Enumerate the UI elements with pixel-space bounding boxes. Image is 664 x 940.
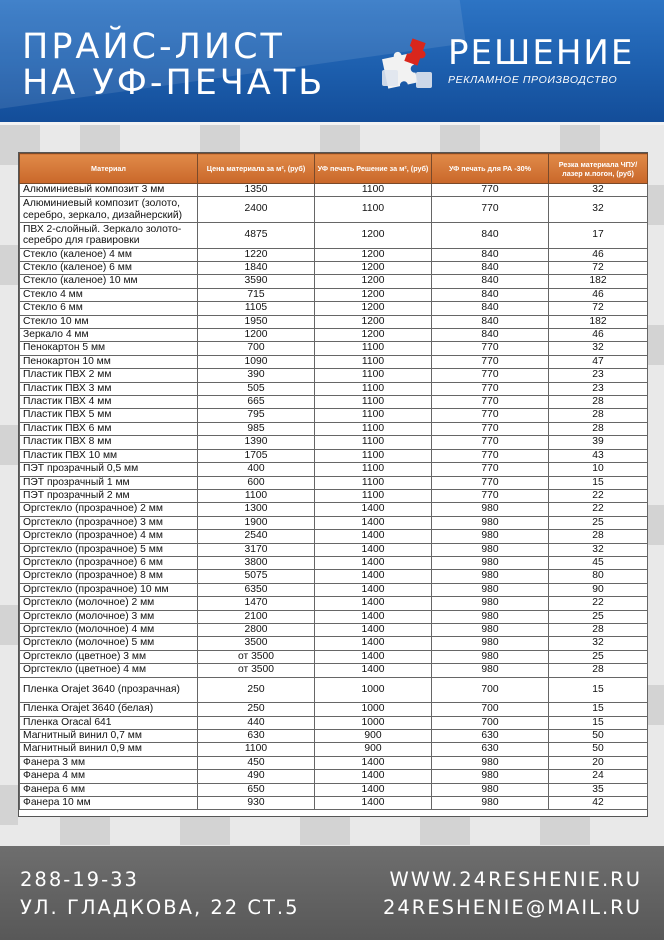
value-cell: 1200 <box>315 302 432 315</box>
material-cell: Стекло (каленое) 4 мм <box>20 248 198 261</box>
table-row <box>20 516 648 529</box>
table-row <box>20 623 648 636</box>
value-cell: 1900 <box>198 516 315 529</box>
table-row <box>20 315 648 328</box>
value-cell: 1100 <box>315 463 432 476</box>
value-cell: 1100 <box>315 436 432 449</box>
value-cell: 2540 <box>198 530 315 543</box>
value-cell: 1100 <box>315 449 432 462</box>
value-cell: 1200 <box>198 329 315 342</box>
value-cell: 1100 <box>198 489 315 502</box>
value-cell: 1400 <box>315 516 432 529</box>
value-cell: 650 <box>198 783 315 796</box>
table-row <box>20 637 648 650</box>
table-row <box>20 396 648 409</box>
material-cell: Оргстекло (прозрачное) 4 мм <box>20 530 198 543</box>
material-cell: Стекло (каленое) 10 мм <box>20 275 198 288</box>
value-cell: 715 <box>198 288 315 301</box>
table-row <box>20 650 648 663</box>
value-cell: 15 <box>549 476 648 489</box>
value-cell: 39 <box>549 436 648 449</box>
value-cell: 630 <box>432 743 549 756</box>
value-cell: 700 <box>432 703 549 716</box>
value-cell: 4875 <box>198 223 315 249</box>
column-header: Цена материала за м², (руб) <box>198 154 315 184</box>
material-cell: Пластик ПВХ 4 мм <box>20 396 198 409</box>
table-row <box>20 743 648 756</box>
table-row <box>20 369 648 382</box>
value-cell: 1950 <box>198 315 315 328</box>
table-row <box>20 664 648 677</box>
table-row <box>20 503 648 516</box>
value-cell: 980 <box>432 556 549 569</box>
value-cell: 1400 <box>315 650 432 663</box>
table-row <box>20 770 648 783</box>
material-cell: ПЭТ прозрачный 1 мм <box>20 476 198 489</box>
column-header: УФ печать для РА -30% <box>432 154 549 184</box>
value-cell: 1400 <box>315 783 432 796</box>
value-cell: 1105 <box>198 302 315 315</box>
material-cell: Оргстекло (прозрачное) 10 мм <box>20 583 198 596</box>
value-cell: 980 <box>432 530 549 543</box>
value-cell: 770 <box>432 342 549 355</box>
value-cell: 665 <box>198 396 315 409</box>
table-row <box>20 797 648 810</box>
value-cell: 23 <box>549 382 648 395</box>
value-cell: 1200 <box>315 248 432 261</box>
table-row <box>20 583 648 596</box>
material-cell: Магнитный винил 0,7 мм <box>20 730 198 743</box>
value-cell: 10 <box>549 463 648 476</box>
value-cell: 46 <box>549 329 648 342</box>
value-cell: 980 <box>432 770 549 783</box>
value-cell: 1220 <box>198 248 315 261</box>
material-cell: Магнитный винил 0,9 мм <box>20 743 198 756</box>
value-cell: 1100 <box>315 382 432 395</box>
value-cell: 700 <box>432 716 549 729</box>
value-cell: 28 <box>549 664 648 677</box>
value-cell: 1100 <box>315 422 432 435</box>
value-cell: от 3500 <box>198 650 315 663</box>
value-cell: 600 <box>198 476 315 489</box>
value-cell: 1400 <box>315 610 432 623</box>
value-cell: 1390 <box>198 436 315 449</box>
value-cell: 795 <box>198 409 315 422</box>
value-cell: 1100 <box>315 342 432 355</box>
material-cell: Оргстекло (прозрачное) 5 мм <box>20 543 198 556</box>
value-cell: 1400 <box>315 756 432 769</box>
value-cell: 1090 <box>198 355 315 368</box>
value-cell: 980 <box>432 756 549 769</box>
value-cell: 840 <box>432 223 549 249</box>
table-row <box>20 288 648 301</box>
material-cell: ПЭТ прозрачный 2 мм <box>20 489 198 502</box>
value-cell: от 3500 <box>198 664 315 677</box>
value-cell: 32 <box>549 197 648 223</box>
value-cell: 15 <box>549 716 648 729</box>
value-cell: 28 <box>549 530 648 543</box>
value-cell: 1200 <box>315 329 432 342</box>
value-cell: 32 <box>549 342 648 355</box>
material-cell: Пластик ПВХ 8 мм <box>20 436 198 449</box>
value-cell: 2800 <box>198 623 315 636</box>
phone-number: 288-19-33 <box>20 868 139 891</box>
value-cell: 390 <box>198 369 315 382</box>
material-cell: Пластик ПВХ 2 мм <box>20 369 198 382</box>
value-cell: 980 <box>432 664 549 677</box>
table-row <box>20 570 648 583</box>
value-cell: 1100 <box>315 369 432 382</box>
material-cell: Фанера 10 мм <box>20 797 198 810</box>
value-cell: 980 <box>432 597 549 610</box>
value-cell: 17 <box>549 223 648 249</box>
value-cell: 980 <box>432 516 549 529</box>
value-cell: 90 <box>549 583 648 596</box>
value-cell: 840 <box>432 262 549 275</box>
value-cell: 900 <box>315 743 432 756</box>
material-cell: Пластик ПВХ 5 мм <box>20 409 198 422</box>
value-cell: 43 <box>549 449 648 462</box>
material-cell: Пластик ПВХ 3 мм <box>20 382 198 395</box>
value-cell: 2100 <box>198 610 315 623</box>
value-cell: 1100 <box>315 197 432 223</box>
value-cell: 770 <box>432 184 549 197</box>
value-cell: 22 <box>549 597 648 610</box>
table-row <box>20 610 648 623</box>
value-cell: 35 <box>549 783 648 796</box>
value-cell: 980 <box>432 543 549 556</box>
value-cell: 1300 <box>198 503 315 516</box>
value-cell: 1000 <box>315 677 432 703</box>
table-row <box>20 262 648 275</box>
table-row <box>20 275 648 288</box>
value-cell: 15 <box>549 677 648 703</box>
brand-subtitle: РЕКЛАМНОЕ ПРОИЗВОДСТВО <box>448 74 618 86</box>
material-cell: Оргстекло (молочное) 2 мм <box>20 597 198 610</box>
value-cell: 840 <box>432 315 549 328</box>
value-cell: 1200 <box>315 275 432 288</box>
value-cell: 980 <box>432 570 549 583</box>
value-cell: 1200 <box>315 315 432 328</box>
value-cell: 1400 <box>315 503 432 516</box>
value-cell: 1000 <box>315 716 432 729</box>
value-cell: 25 <box>549 650 648 663</box>
value-cell: 2400 <box>198 197 315 223</box>
value-cell: 15 <box>549 703 648 716</box>
value-cell: 1200 <box>315 288 432 301</box>
value-cell: 1100 <box>315 476 432 489</box>
material-cell: Пластик ПВХ 10 мм <box>20 449 198 462</box>
email-link[interactable]: 24RESHENIE@MAIL.RU <box>382 896 642 919</box>
value-cell: 450 <box>198 756 315 769</box>
table-row <box>20 248 648 261</box>
table-row <box>20 530 648 543</box>
table-row <box>20 476 648 489</box>
value-cell: 980 <box>432 610 549 623</box>
table-row <box>20 342 648 355</box>
value-cell: 770 <box>432 409 549 422</box>
value-cell: 50 <box>549 730 648 743</box>
value-cell: 1400 <box>315 637 432 650</box>
material-cell: Пленка Orajet 3640 (белая) <box>20 703 198 716</box>
value-cell: 505 <box>198 382 315 395</box>
value-cell: 900 <box>315 730 432 743</box>
value-cell: 3800 <box>198 556 315 569</box>
column-header: УФ печать Решение за м², (руб) <box>315 154 432 184</box>
value-cell: 980 <box>432 783 549 796</box>
value-cell: 770 <box>432 489 549 502</box>
material-cell: Фанера 6 мм <box>20 783 198 796</box>
value-cell: 770 <box>432 436 549 449</box>
material-cell: Алюминиевый композит 3 мм <box>20 184 198 197</box>
value-cell: 1840 <box>198 262 315 275</box>
material-cell: Оргстекло (цветное) 4 мм <box>20 664 198 677</box>
value-cell: 1100 <box>315 409 432 422</box>
value-cell: 1400 <box>315 797 432 810</box>
value-cell: 770 <box>432 476 549 489</box>
material-cell: ПВХ 2-слойный. Зеркало золото-серебро для гравировки <box>20 223 198 249</box>
material-cell: Алюминиевый композит (золото, серебро, зеркало, дизайнерский) <box>20 197 198 223</box>
material-cell: Стекло 4 мм <box>20 288 198 301</box>
table-row <box>20 756 648 769</box>
footer-banner <box>0 846 664 940</box>
table-row <box>20 489 648 502</box>
value-cell: 1100 <box>315 355 432 368</box>
value-cell: 840 <box>432 329 549 342</box>
value-cell: 1400 <box>315 664 432 677</box>
value-cell: 1400 <box>315 570 432 583</box>
value-cell: 28 <box>549 409 648 422</box>
table-row <box>20 197 648 223</box>
value-cell: 980 <box>432 650 549 663</box>
page-title-line1: ПРАЙС-ЛИСТ <box>22 27 285 67</box>
value-cell: 1100 <box>198 743 315 756</box>
value-cell: 3170 <box>198 543 315 556</box>
address: УЛ. ГЛАДКОВА, 22 СТ.5 <box>20 896 300 919</box>
value-cell: 630 <box>198 730 315 743</box>
table-row <box>20 716 648 729</box>
value-cell: 28 <box>549 422 648 435</box>
table-row <box>20 543 648 556</box>
value-cell: 770 <box>432 197 549 223</box>
value-cell: 630 <box>432 730 549 743</box>
value-cell: 980 <box>432 637 549 650</box>
material-cell: Пенокартон 5 мм <box>20 342 198 355</box>
material-cell: Зеркало 4 мм <box>20 329 198 342</box>
table-row <box>20 329 648 342</box>
value-cell: 490 <box>198 770 315 783</box>
price-table-container <box>18 152 648 817</box>
table-row <box>20 302 648 315</box>
value-cell: 1400 <box>315 543 432 556</box>
material-cell: Пенокартон 10 мм <box>20 355 198 368</box>
value-cell: 1400 <box>315 597 432 610</box>
value-cell: 980 <box>432 583 549 596</box>
brand-name: РЕШЕНИЕ <box>448 33 635 73</box>
value-cell: 1200 <box>315 223 432 249</box>
value-cell: 1350 <box>198 184 315 197</box>
value-cell: 770 <box>432 422 549 435</box>
material-cell: Оргстекло (молочное) 3 мм <box>20 610 198 623</box>
table-row <box>20 677 648 703</box>
table-row <box>20 409 648 422</box>
value-cell: 22 <box>549 489 648 502</box>
value-cell: 22 <box>549 503 648 516</box>
value-cell: 50 <box>549 743 648 756</box>
table-row <box>20 556 648 569</box>
value-cell: 46 <box>549 248 648 261</box>
value-cell: 32 <box>549 184 648 197</box>
value-cell: 440 <box>198 716 315 729</box>
value-cell: 1705 <box>198 449 315 462</box>
value-cell: 42 <box>549 797 648 810</box>
value-cell: 32 <box>549 543 648 556</box>
material-cell: Фанера 4 мм <box>20 770 198 783</box>
value-cell: 930 <box>198 797 315 810</box>
value-cell: 24 <box>549 770 648 783</box>
value-cell: 25 <box>549 516 648 529</box>
material-cell: Оргстекло (прозрачное) 8 мм <box>20 570 198 583</box>
value-cell: 400 <box>198 463 315 476</box>
value-cell: 3500 <box>198 637 315 650</box>
value-cell: 72 <box>549 302 648 315</box>
value-cell: 32 <box>549 637 648 650</box>
value-cell: 6350 <box>198 583 315 596</box>
value-cell: 770 <box>432 382 549 395</box>
value-cell: 1400 <box>315 556 432 569</box>
value-cell: 1100 <box>315 396 432 409</box>
value-cell: 1400 <box>315 770 432 783</box>
table-row <box>20 422 648 435</box>
value-cell: 1200 <box>315 262 432 275</box>
value-cell: 80 <box>549 570 648 583</box>
value-cell: 1100 <box>315 184 432 197</box>
value-cell: 1100 <box>315 489 432 502</box>
material-cell: Пленка Oracal 641 <box>20 716 198 729</box>
value-cell: 840 <box>432 248 549 261</box>
value-cell: 1400 <box>315 583 432 596</box>
material-cell: Оргстекло (молочное) 4 мм <box>20 623 198 636</box>
material-cell: Фанера 3 мм <box>20 756 198 769</box>
table-body <box>20 184 648 810</box>
value-cell: 770 <box>432 463 549 476</box>
table-row <box>20 436 648 449</box>
table-row <box>20 184 648 197</box>
value-cell: 840 <box>432 275 549 288</box>
material-cell: Стекло 10 мм <box>20 315 198 328</box>
value-cell: 770 <box>432 449 549 462</box>
website-link[interactable]: WWW.24RESHENIE.RU <box>389 868 642 891</box>
value-cell: 840 <box>432 288 549 301</box>
value-cell: 28 <box>549 623 648 636</box>
value-cell: 25 <box>549 610 648 623</box>
column-header: Резка материала ЧПУ/лазер м.погон, (руб) <box>549 154 648 184</box>
value-cell: 3590 <box>198 275 315 288</box>
value-cell: 250 <box>198 677 315 703</box>
value-cell: 182 <box>549 275 648 288</box>
material-cell: Стекло (каленое) 6 мм <box>20 262 198 275</box>
table-row <box>20 783 648 796</box>
material-cell: Пленка Orajet 3640 (прозрачная) <box>20 677 198 703</box>
material-cell: Оргстекло (прозрачное) 3 мм <box>20 516 198 529</box>
value-cell: 980 <box>432 623 549 636</box>
header-banner <box>0 0 664 122</box>
table-row <box>20 223 648 249</box>
value-cell: 840 <box>432 302 549 315</box>
value-cell: 20 <box>549 756 648 769</box>
value-cell: 700 <box>198 342 315 355</box>
value-cell: 72 <box>549 262 648 275</box>
value-cell: 45 <box>549 556 648 569</box>
material-cell: Оргстекло (прозрачное) 6 мм <box>20 556 198 569</box>
value-cell: 47 <box>549 355 648 368</box>
table-header-row <box>20 154 648 184</box>
page-title-line2: НА УФ-ПЕЧАТЬ <box>22 63 326 103</box>
value-cell: 250 <box>198 703 315 716</box>
table-row <box>20 463 648 476</box>
value-cell: 770 <box>432 355 549 368</box>
value-cell: 770 <box>432 369 549 382</box>
material-cell: Пластик ПВХ 6 мм <box>20 422 198 435</box>
material-cell: Оргстекло (прозрачное) 2 мм <box>20 503 198 516</box>
value-cell: 1000 <box>315 703 432 716</box>
value-cell: 985 <box>198 422 315 435</box>
column-header: Материал <box>20 154 198 184</box>
value-cell: 46 <box>549 288 648 301</box>
value-cell: 1400 <box>315 623 432 636</box>
material-cell: Стекло 6 мм <box>20 302 198 315</box>
value-cell: 182 <box>549 315 648 328</box>
value-cell: 1470 <box>198 597 315 610</box>
value-cell: 700 <box>432 677 549 703</box>
table-row <box>20 449 648 462</box>
value-cell: 980 <box>432 797 549 810</box>
value-cell: 1400 <box>315 530 432 543</box>
table-row <box>20 703 648 716</box>
material-cell: Оргстекло (молочное) 5 мм <box>20 637 198 650</box>
table-row <box>20 597 648 610</box>
price-table <box>19 153 648 810</box>
table-row <box>20 355 648 368</box>
table-row <box>20 730 648 743</box>
value-cell: 23 <box>549 369 648 382</box>
material-cell: ПЭТ прозрачный 0,5 мм <box>20 463 198 476</box>
value-cell: 5075 <box>198 570 315 583</box>
material-cell: Оргстекло (цветное) 3 мм <box>20 650 198 663</box>
value-cell: 980 <box>432 503 549 516</box>
value-cell: 28 <box>549 396 648 409</box>
puzzle-logo-icon <box>378 36 438 96</box>
table-row <box>20 382 648 395</box>
value-cell: 770 <box>432 396 549 409</box>
